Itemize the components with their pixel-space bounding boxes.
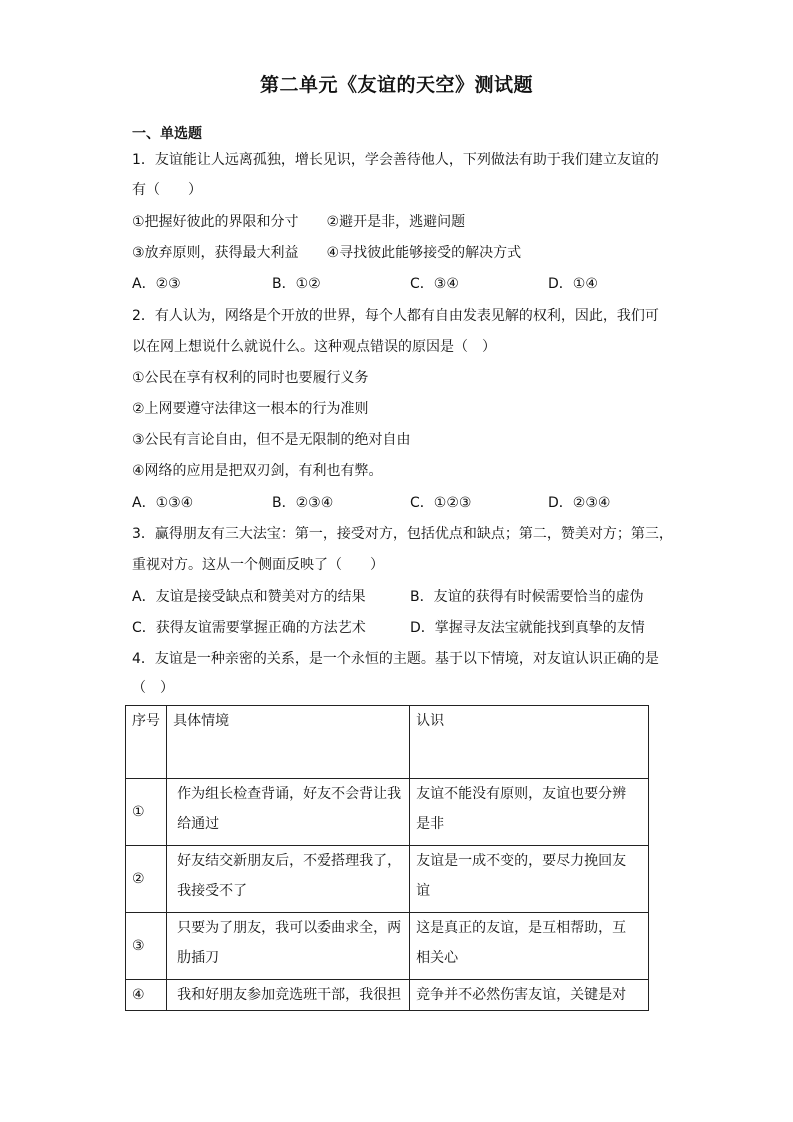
row-view <box>410 846 649 913</box>
q3-option-c: C．获得友谊需要掌握正确的方法艺术 <box>132 620 366 636</box>
row-situation-line: 只要为了朋友，我可以委曲求全，两 <box>177 920 402 936</box>
q3-stem-line1: 3．赢得朋友有三大法宝：第一，接受对方，包括优点和缺点；第二，赞美对方；第三， <box>132 526 673 542</box>
page-title: 第二单元《友谊的天空》测试题 <box>259 74 533 96</box>
table-row <box>126 846 649 913</box>
row-situation-line: 好友结交新朋友后，不爱搭理我了， <box>177 853 402 869</box>
row-situation-line: 肋插刀 <box>177 950 220 966</box>
row-view-line: 竞争并不必然伤害友谊，关键是对 <box>416 987 627 1003</box>
q3-option-b: B．友谊的获得有时候需要恰当的虚伪 <box>410 589 644 605</box>
row-view-line: 友谊是一成不变的，要尽力挽回友 <box>416 853 627 869</box>
q1-option-b: B．①② <box>272 276 321 292</box>
row-view-line: 这是真正的友谊，是互相帮助，互 <box>416 920 627 936</box>
row-situation-line: 作为组长检查背诵，好友不会背让我 <box>177 786 402 802</box>
row-situation-line: 给通过 <box>177 816 220 832</box>
q2-statement-1: ①公民在享有权利的同时也要履行义务 <box>132 370 369 386</box>
row-view-line: 友谊不能没有原则，友谊也要分辨 <box>416 786 627 802</box>
q3-option-a: A．友谊是接受缺点和赞美对方的结果 <box>132 589 366 605</box>
row-number: ① <box>126 779 167 846</box>
q1-stem-line2: 有（ ） <box>132 182 202 198</box>
table-row <box>126 980 649 1011</box>
q4-stem-line2: （ ） <box>132 680 174 696</box>
row-view <box>410 980 649 1011</box>
row-situation <box>167 846 410 913</box>
q3-stem-line2: 重视对方。这从一个侧面反映了（ ） <box>132 557 384 573</box>
q4-stem-line1: 4．友谊是一种亲密的关系，是一个永恒的主题。基于以下情境，对友谊认识正确的是 <box>132 651 659 667</box>
row-situation-line: 我接受不了 <box>177 883 248 899</box>
header-cell-situation: 具体情境 <box>167 706 410 779</box>
q1-statements-1-2: ①把握好彼此的界限和分寸 ②避开是非，逃避问题 <box>132 214 466 230</box>
row-situation-line: 我和好朋友参加竞选班干部，我很担 <box>177 987 402 1003</box>
q2-stem-line2: 以在网上想说什么就说什么。这种观点错误的原因是（ ） <box>132 339 496 355</box>
row-situation <box>167 779 410 846</box>
section-heading: 一、单选题 <box>132 126 202 142</box>
header-cell-number: 序号 <box>126 706 167 779</box>
row-view-line: 谊 <box>416 883 431 899</box>
q2-statement-4: ④网络的应用是把双刃剑，有利也有弊。 <box>132 463 383 479</box>
q2-option-c: C．①②③ <box>410 495 472 511</box>
row-number: ③ <box>126 913 167 980</box>
row-situation <box>167 913 410 980</box>
q2-option-b: B．②③④ <box>272 495 334 511</box>
q1-option-a: A．②③ <box>132 276 181 292</box>
q1-stem-line1: 1．友谊能让人远离孤独，增长见识，学会善待他人，下列做法有助于我们建立友谊的 <box>132 152 659 168</box>
table-row <box>126 913 649 980</box>
row-number: ④ <box>126 980 167 1011</box>
table-row <box>126 779 649 846</box>
q1-statements-3-4: ③放弃原则，获得最大利益 ④寻找彼此能够接受的解决方式 <box>132 245 522 261</box>
q4-table <box>125 705 649 1011</box>
header-cell-view: 认识 <box>410 706 649 779</box>
table-header-row <box>126 706 649 779</box>
row-view <box>410 913 649 980</box>
q2-stem-line1: 2．有人认为，网络是个开放的世界，每个人都有自由发表见解的权利，因此，我们可 <box>132 308 659 324</box>
q3-option-d: D．掌握寻友法宝就能找到真挚的友情 <box>410 620 645 636</box>
q2-statement-3: ③公民有言论自由，但不是无限制的绝对自由 <box>132 432 411 448</box>
row-view <box>410 779 649 846</box>
row-situation <box>167 980 410 1011</box>
q1-option-c: C．③④ <box>410 276 459 292</box>
q1-option-d: D．①④ <box>548 276 598 292</box>
row-number: ② <box>126 846 167 913</box>
q2-option-d: D．②③④ <box>548 495 611 511</box>
row-view-line: 相关心 <box>416 950 459 966</box>
q2-option-a: A．①③④ <box>132 495 194 511</box>
row-view-line: 是非 <box>416 816 445 832</box>
q2-statement-2: ②上网要遵守法律这一根本的行为准则 <box>132 401 369 417</box>
